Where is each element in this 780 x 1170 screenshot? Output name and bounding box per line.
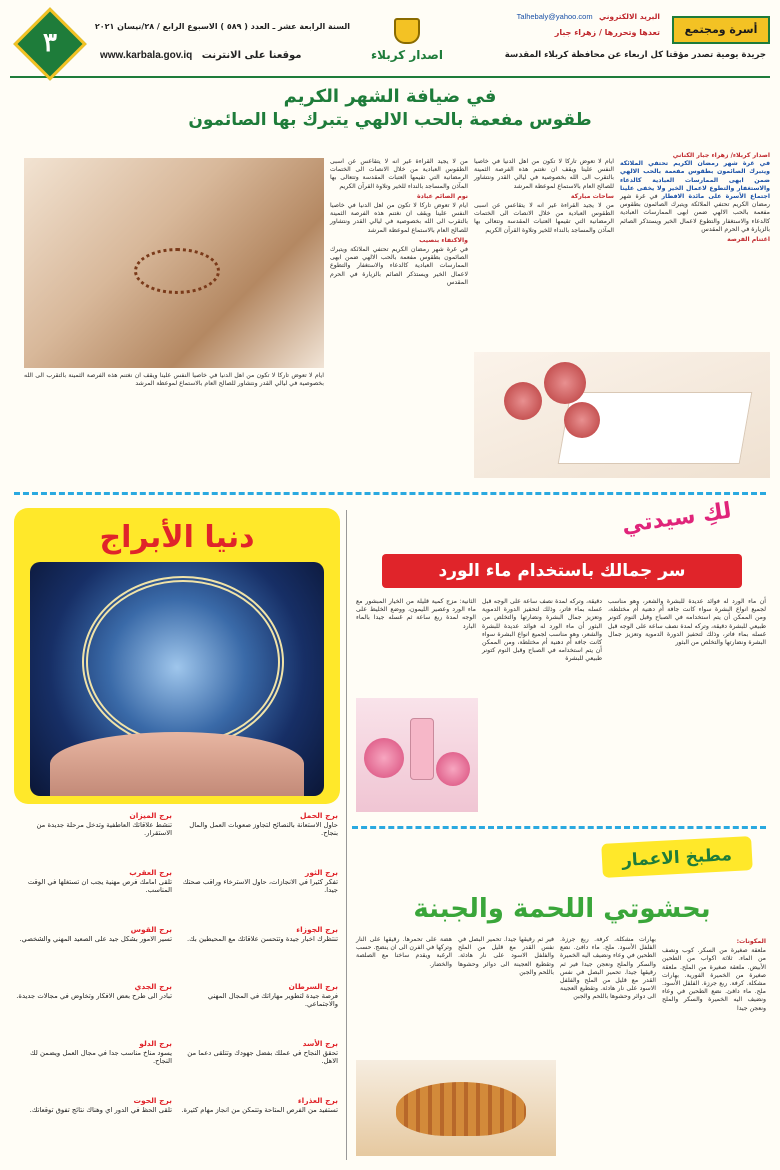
horoscope-sign bbox=[180, 983, 338, 1037]
article-column-right: اصدار كربلاء/ زهراء جبار الكناني في غرة شهر رمضان الكريم تحتفي الملائكة ويتبرك الصائمون بطقوس مفعمة بالحب الالهي ضمن ابهى الممارسات العبادية كالدعاء والاستغفار والتطوع لاعمال الخير ولا يخفى علينا اجتماع الأسرة على مائدة الافطار في غرة شهر رمضان الكريم تحتفي الملائكة ويتبرك الصائمون بطقوس مفعمة بالحب الالهي ضمن ابهى الممارسات العبادية كالدعاء والاستغفار والتطوع لاعمال الخير ويستذكر الصائم بالزيارة في الحرم المقدس اغتنام الفرصة bbox=[620, 152, 770, 244]
article-title-line2: طقوس مفعمة بالحب الالهي يتبرك بها الصائمون bbox=[188, 110, 592, 130]
email-row bbox=[480, 12, 660, 21]
website-url[interactable]: www.karbala.gov.iq bbox=[100, 50, 193, 61]
horoscope-sign bbox=[14, 926, 172, 980]
bread-icon bbox=[396, 1082, 526, 1136]
horoscope-sign-text: تسير الامور بشكل جيد على الصعيد المهني والشخصي. bbox=[19, 934, 172, 943]
article-column-3: ايام لا تعوض تاركا لا تكون من اهل الدنيا في خاصيا النفس علينا ويقف ان نغتنم هذه الفرصة الثمينة بالتقرب الى الله بخصوصية في ليالي القدر ونتشاور للصالح العام بالاستماع لموعظة المرشد ساحات مباركة من لا يجيد القراءة غير انه لا يتقاعس عن اسبى الطقوس العبادية من خلال الانصات الى الختمات الرمضانية التي تقيمها العتبات المقدسة وتتعالى بها المآذن والمساجد بالنداء للخير وتلاوة القرآن الكريم bbox=[474, 158, 614, 234]
horoscope-sign-text: فرصة جيدة لتطوير مهاراتك في المجال المهني والاجتماعي. bbox=[207, 991, 338, 1009]
beauty-article bbox=[352, 498, 770, 822]
horoscope-sign bbox=[14, 983, 172, 1037]
horoscope-sign-name: برج الحوت bbox=[133, 1096, 172, 1105]
rose-icon bbox=[564, 402, 600, 438]
horoscope-sign-name: برج الثور bbox=[305, 868, 338, 877]
article-lead: في غرة شهر رمضان الكريم تحتفي الملائكة ويتبرك الصائمون بطقوس مفعمة بالحب الالهي ضمن ابهى الممارسات العبادية كالدعاء والاستغفار والتطوع لاعمال الخير ولا يخفى علينا اجتماع الأسرة على مائدة الافطار bbox=[620, 160, 770, 201]
website-label: موقعنا على الانترنت bbox=[201, 50, 302, 61]
kitchen-column-2: فير ثم رقيقها جيدا. تحمير البصل في نفس القدر مع قليل من الملح والفلفل الاسود على نار هادئة. وتقطيع العجينة الى دوائر وحشوها باللحم والجبن bbox=[458, 936, 554, 976]
horoscope-sign-text: تستفيد من الفرص المتاحة وتتمكن من انجاز مهام كثيرة. bbox=[181, 1105, 338, 1114]
horoscope-sign-text: تبادر الى طرح بعض الافكار وتخاوض في مجالات جديدة. bbox=[16, 991, 172, 1000]
horoscope-sign-name: برج العذراء bbox=[297, 1096, 338, 1105]
section-label: أسرة ومجتمع bbox=[672, 16, 770, 44]
horoscope-sign bbox=[14, 869, 172, 923]
horoscope-sign-name: برج الميزان bbox=[129, 811, 172, 820]
tagline: جريدة يومية تصدر مؤقتا كل اربعاء عن محافظة كربلاء المقدسة bbox=[504, 50, 766, 60]
kitchen-column-1: هضة على تحمرها. رقيقها على النار وتركها في الفرن الى ان ينضج. حسب الرغبة ويقدم ساخنا مع الصلصة والخضار. bbox=[356, 936, 452, 968]
horoscope-sign-text: حاول الاستعانة بالنصائح لتجاوز صعوبات العمل والمال بنجاح. bbox=[189, 820, 338, 838]
horoscope-sign-name: برج السرطان bbox=[288, 982, 338, 991]
email-label: البريد الالكتروني bbox=[599, 12, 660, 21]
praying-hands-photo bbox=[24, 158, 324, 368]
article-title-line1: في ضيافة الشهر الكريم bbox=[283, 86, 497, 107]
article-ramadan bbox=[10, 82, 770, 482]
logo-text: اصدار كربلاء bbox=[370, 48, 444, 62]
horoscope-sign-name: برج الأسد bbox=[302, 1039, 338, 1048]
subhead-blessed: ساحات مباركة bbox=[570, 192, 614, 200]
logo-emblem-icon bbox=[394, 18, 420, 44]
ingredients-label: المكونات: bbox=[736, 938, 766, 945]
subhead-opportunity: اغتنام الفرصة bbox=[727, 236, 770, 244]
subhead-share: والاكتفاء بنصيب bbox=[419, 236, 468, 244]
section-divider bbox=[352, 826, 766, 829]
editor-line: تعدها وتحررها / زهراء جبار bbox=[554, 28, 660, 37]
website-row bbox=[100, 50, 350, 61]
horoscope-sign bbox=[14, 1097, 172, 1151]
kitchen-column-4: المكونات: ملعقة صغيرة من السكر. كوب ونصف من الماء. ثلاثة اكواب من الطحين الأبيض. ملعقة صغيرة من الملح. ملعقة صغيرة من الخميرة الفورية. بهارات مشكلة. كرفة. ربع جرزة. الفلفل الأسود. ملح. ماء دافئ. نضع الطحين في وعاء ونضيف اليه الخميرة والسكر والملح ونعجن جيدا bbox=[662, 938, 767, 1012]
horoscope-sign-text: تنتظرك اخبار جيدة وتتحسن علاقاتك مع المحيطين بك. bbox=[187, 934, 338, 943]
horoscope-sign bbox=[180, 869, 338, 923]
horoscope-sign bbox=[14, 1040, 172, 1094]
kitchen-article bbox=[352, 832, 770, 1162]
column-rule bbox=[346, 510, 347, 1160]
beauty-kicker: لكِ سيدتي bbox=[620, 498, 734, 539]
page-header bbox=[10, 6, 770, 78]
horoscope-sign-name: برج القوس bbox=[130, 925, 172, 934]
kitchen-title: بحشوتي اللحمة والجبنة bbox=[413, 894, 711, 924]
horoscope-sign bbox=[180, 926, 338, 980]
beauty-title: سر جمالك باستخدام ماء الورد bbox=[438, 561, 686, 581]
rose-icon bbox=[436, 752, 470, 786]
horoscope-sign bbox=[180, 1040, 338, 1094]
horoscope-sign-name: برج الجدي bbox=[134, 982, 172, 991]
article-byline: اصدار كربلاء/ زهراء جبار الكناني bbox=[672, 152, 770, 159]
beauty-column-3: أن ماء الورد له فوائد عديدة للبشرة والشعر، وهو مناسب لجميع انواع البشرة سواء كانت جافة أم دهنية أم مختلطة، ومن الممكن أن يتم استخدامه في الصباح وقبل النوم كتونر طبيعي للبشرة دقيقة، وتركه لمدة نصف ساعة على الوجه قبل غسله بماء فاتر، وذلك لتحفيز الدورة الدموية وتعزيز جمال البشرة ونضارتها والتخلص من البثور bbox=[608, 598, 767, 647]
horoscope-title: دنيا الأبراج bbox=[99, 520, 255, 555]
horoscope-sign bbox=[180, 1097, 338, 1151]
horoscope-sign-text: تفكر كثيرا في الانجازات، حاول الاسترخاء وراقب صحتك جيدا. bbox=[182, 877, 338, 895]
beauty-column-2: دقيقة، وتركه لمدة نصف ساعة على الوجه قبل غسله بماء فاتر، وذلك لتحفيز الدورة الدموية وتعزيز جمال البشرة ونضارتها والتخلص من البثور أن ماء الورد له فوائد عديدة للبشرة والشعر، وهو مناسب لجميع انواع البشرة سواء كانت جافة أم دهنية أم مختلطة، ومن الممكن أن يتم استخدامه في الصباح وقبل النوم كتونر طبيعي للبشرة bbox=[482, 598, 602, 663]
horoscope-sign-text: تلقى الحظ في الدور اي وهناك نتائج تفوق توقعاتك. bbox=[29, 1105, 172, 1114]
horoscope-list bbox=[14, 812, 340, 1162]
horoscope-sign-text: يسود مناخ مناسب جدا في مجال العمل ويضمن لك النجاح. bbox=[30, 1048, 172, 1066]
horoscope-sign-name: برج العقرب bbox=[129, 868, 172, 877]
page-number: ٣ bbox=[43, 28, 57, 58]
beauty-column-1: الثانية: مزج كمية قليلة من الخيار المبشور مع ماء الورد وعصير الليمون، ووضع الخليط على الوجه لمدة ربع ساعة ثم غسله جيدا بالماء البارد bbox=[356, 598, 476, 630]
horoscope-sign bbox=[180, 812, 338, 866]
subhead-sleep: نوم الصائم عبادة bbox=[417, 192, 468, 200]
horoscope-sign-name: برج الجوزاء bbox=[296, 925, 338, 934]
horoscope-sign-text: تلقى امامك فرص مهنية يجب ان تستغلها في الوقت المناسب. bbox=[27, 877, 172, 895]
article-column-2: من لا يجيد القراءة غير انه لا يتقاعس عن اسبى الطقوس العبادية من خلال الانصات الى الختمات الرمضانية التي تقيمها العتبات المقدسة وتتعالى بها المآذن والمساجد بالنداء للخير وتلاوة القرآن الكريم نوم الصائم عبادة ايام لا تعوض تاركا لا تكون من اهل الدنيا في خاصيا النفس علينا ويقف ان نغتنم هذه الفرصة الثمينة بالتقرب الى الله بخصوصية في ليالي القدر ونتشاور للصالح العام بالاستماع لموعظة المرشد والاكتفاء بنصيب في غرة شهر رمضان الكريم تحتفي الملائكة ويتبرك الصائمون بطقوس مفعمة بالحب الالهي ضمن ابهى الممارسات العبادية كالدعاء والاستغفار والتطوع لاعمال الخير ويستذكر الصائم بالزيارة في الحرم المقدس bbox=[330, 158, 468, 286]
quran-roses-photo bbox=[474, 352, 770, 478]
horoscope-sign-name: برج الحمل bbox=[299, 811, 338, 820]
horoscope-sign bbox=[14, 812, 172, 866]
hands-icon bbox=[50, 732, 304, 796]
stuffed-bread-photo bbox=[356, 1060, 556, 1156]
kitchen-kicker: مطبخ الاعمار bbox=[621, 845, 733, 871]
kitchen-column-3: بهارات مشكلة. كرفة. ربع جرزة. الفلفل الأسود. ملح. ماء دافئ. نضع الطحين في وعاء ونضيف اليه الخميرة والسكر والملح ونعجن جيدا فير ثم رقيقها جيدا. تحمير البصل في نفس القدر مع قليل من الملح والفلفل الاسود على نار هادئة. وتقطيع العجينة الى دوائر وحشوها باللحم والجبن bbox=[560, 936, 657, 1001]
issue-line: السنة الرابعة عشر ـ العدد ( ٥٨٩ ) الاسبوع الرابع / ٢٨/نيسان ٢٠٢١ bbox=[94, 22, 350, 31]
horoscope-section bbox=[12, 502, 342, 1162]
newspaper-logo bbox=[362, 18, 452, 70]
article-column-left: ايام لا تعوض تاركا لا تكون من اهل الدنيا في خاصيا النفس علينا ويقف ان نغتنم هذه الفرصة الثمينة بالتقرب الى الله بخصوصية في ليالي القدر ونتشاور للصالح العام بالاستماع لموعظة المرشد bbox=[24, 372, 324, 388]
rose-icon bbox=[544, 362, 586, 404]
bottle-icon bbox=[410, 718, 434, 780]
rose-icon bbox=[504, 382, 542, 420]
prayer-beads-icon bbox=[134, 248, 220, 294]
email-address[interactable]: Talhebaly@yahoo.com bbox=[516, 12, 593, 21]
section-divider bbox=[14, 492, 766, 495]
rose-water-photo bbox=[356, 698, 478, 812]
rose-icon bbox=[364, 738, 404, 778]
horoscope-sign-name: برج الدلو bbox=[139, 1039, 172, 1048]
zodiac-wheel-image bbox=[30, 562, 324, 796]
horoscope-sign-text: تحقق النجاح في عملك بفضل جهودك وتتلقى دعما من الاهل. bbox=[187, 1048, 338, 1066]
horoscope-sign-text: تنشط علاقاتك العاطفية وتدخل مرحلة جديدة من الاستقرار. bbox=[36, 820, 172, 838]
zodiac-ring-icon bbox=[82, 576, 284, 748]
